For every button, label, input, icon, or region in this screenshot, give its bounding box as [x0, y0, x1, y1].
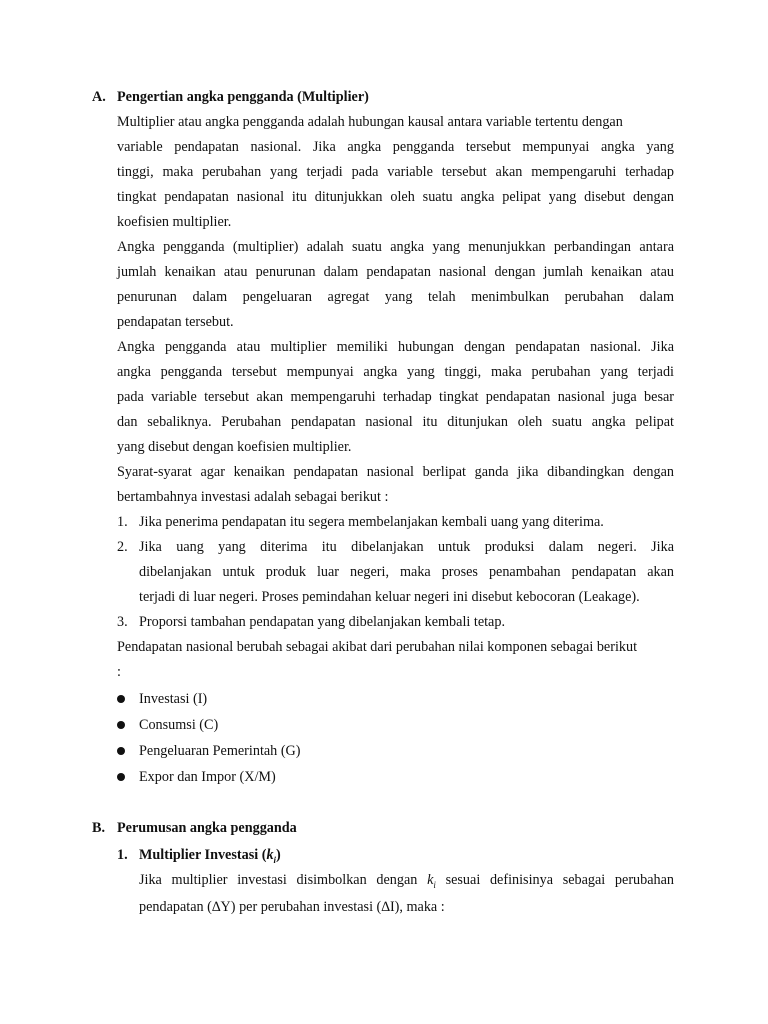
text-line: Angka pengganda (multiplier) adalah suatu angka yang menunjukkan perbandingan antara — [117, 239, 674, 255]
subsection-heading — [139, 845, 281, 870]
text-line: pada variable tersebut akan mempengaruhi terhadap tingkat pendapatan nasional juga besar — [117, 389, 674, 405]
text-line: variable pendapatan nasional. Jika angka pengganda tersebut mempunyai angka yang — [117, 139, 674, 155]
text-line: tinggi, maka perubahan yang terjadi pada variable tersebut akan mempengaruhi terhadap — [117, 164, 674, 180]
list-number: 1. — [117, 514, 128, 530]
list-item: Jika penerima pendapatan itu segera membelanjakan kembali uang yang diterima. — [139, 514, 604, 530]
section-b-marker: B. — [92, 820, 106, 836]
list-item: Pengeluaran Pemerintah (G) — [139, 743, 301, 759]
variable-k: k — [266, 847, 274, 863]
text-line: yang disebut dengan koefisien multiplier. — [117, 439, 352, 455]
list-item: Investasi (I) — [139, 691, 208, 707]
section-a-heading: Pengertian angka pengganda (Multiplier) — [117, 89, 369, 105]
text-line — [139, 870, 674, 895]
bullet-dot-icon — [117, 695, 125, 703]
text-line: koefisien multiplier. — [117, 214, 232, 230]
section-a-marker: A. — [92, 89, 106, 105]
list-item: dibelanjakan untuk produk luar negeri, maka proses penambahan pendapatan akan — [139, 564, 674, 580]
text-segment: sesuai definisinya sebagai perubahan — [445, 872, 675, 888]
list-number: 2. — [117, 539, 128, 555]
variable-subscript: i — [273, 854, 277, 865]
text-line: pendapatan (∆Y) per perubahan investasi (∆I), maka : — [139, 899, 445, 915]
subsection-title: Multiplier Investasi ( — [139, 847, 267, 863]
list-item: terjadi di luar negeri. Proses pemindahan keluar negeri ini disebut kebocoran (Leakage). — [139, 589, 640, 605]
list-item: Expor dan Impor (X/M) — [139, 769, 276, 785]
list-item: Consumsi (C) — [139, 717, 219, 733]
list-number: 3. — [117, 614, 128, 630]
text-line: Syarat-syarat agar kenaikan pendapatan nasional berlipat ganda jika dibandingkan dengan — [117, 464, 674, 480]
subsection-number: 1. — [117, 847, 128, 863]
list-item: Proporsi tambahan pendapatan yang dibelanjakan kembali tetap. — [139, 614, 505, 630]
text-line: angka pengganda tersebut mempunyai angka yang tinggi, maka perubahan yang terjadi — [117, 364, 674, 380]
bullet-dot-icon — [117, 747, 125, 755]
section-b-heading: Perumusan angka pengganda — [117, 820, 297, 836]
text-line: pendapatan tersebut. — [117, 314, 234, 330]
bullet-dot-icon — [117, 773, 125, 781]
text-line: : — [117, 664, 121, 680]
text-line: jumlah kenaikan atau penurunan dalam pendapatan nasional dengan jumlah kenaikan atau — [117, 264, 674, 280]
text-line: Pendapatan nasional berubah sebagai akibat dari perubahan nilai komponen sebagai berikut — [117, 639, 638, 655]
text-line: tingkat pendapatan nasional itu ditunjukkan oleh suatu angka pelipat yang disebut dengan — [117, 189, 674, 205]
list-item: Jika uang yang diterima itu dibelanjakan untuk produksi dalam negeri. Jika — [139, 539, 674, 555]
variable-subscript: i — [433, 879, 436, 890]
text-line: Angka pengganda atau multiplier memiliki hubungan dengan pendapatan nasional. Jika — [117, 339, 674, 355]
variable-k: k — [427, 872, 434, 888]
text-line: dan sebaliknya. Perubahan pendapatan nasional itu ditunjukan oleh suatu angka pelipat — [117, 414, 674, 430]
bullet-dot-icon — [117, 721, 125, 729]
text-line: Multiplier atau angka pengganda adalah hubungan kausal antara variable tertentu dengan — [117, 114, 623, 130]
text-line: bertambahnya investasi adalah sebagai berikut : — [117, 489, 389, 505]
text-segment: Jika multiplier investasi disimbolkan dengan — [139, 872, 418, 888]
subsection-close: ) — [276, 847, 281, 863]
text-line: penurunan dalam pengeluaran agregat yang telah menimbulkan perubahan dalam — [117, 289, 674, 305]
